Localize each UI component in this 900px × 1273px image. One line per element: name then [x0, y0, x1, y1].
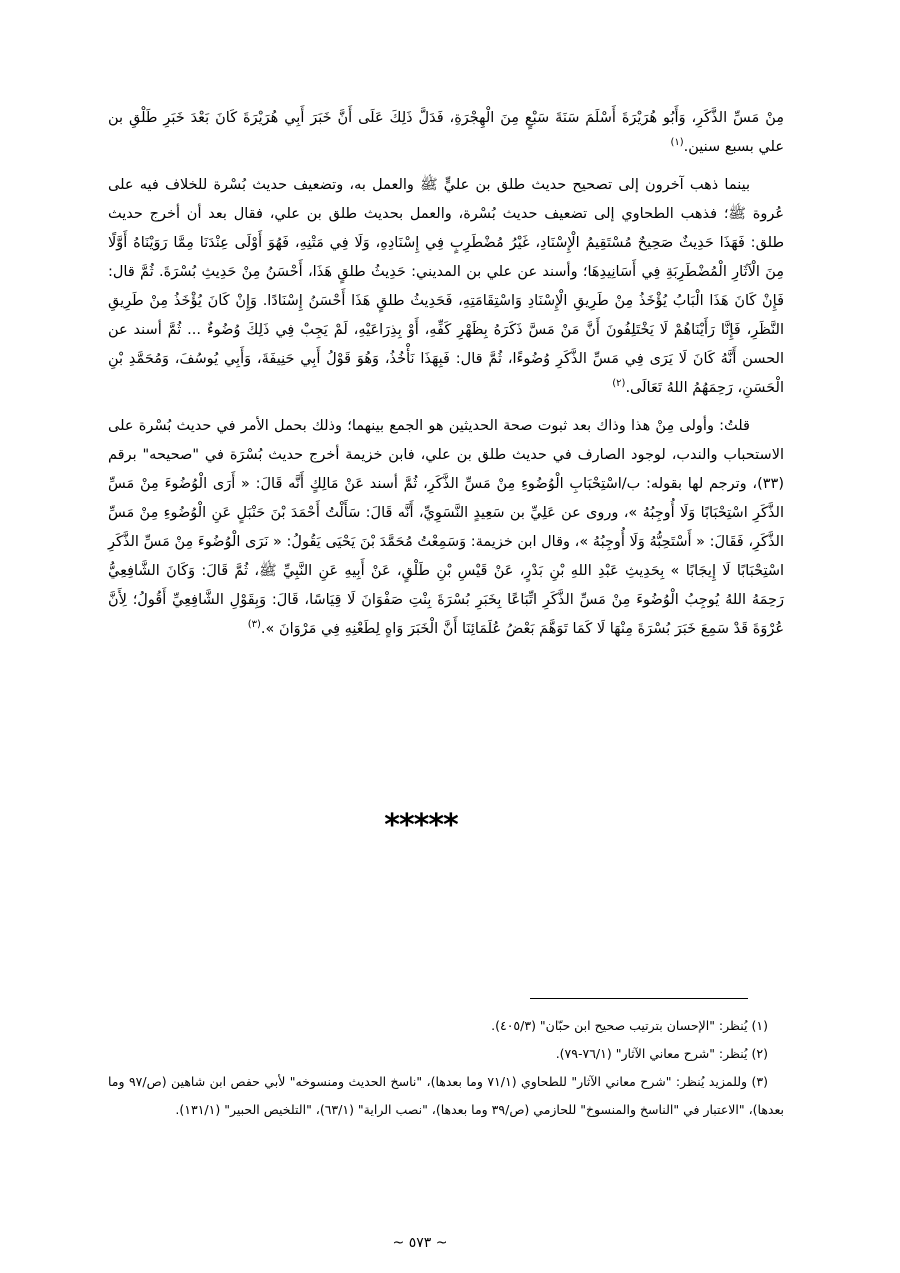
paragraph-1 — [108, 104, 784, 162]
paragraph-2-text: بينما ذهب آخرون إلى تصحيح حديث طلق بن عليٍّ ﷺ والعمل به، وتضعيف حديث بُسْرة للخلاف فيه على عُروة ﷺ؛ فذهب الطحاوي إلى تضعيف حديث بُسْرة، والعمل بحديث طلق بن علي، فقال بعد أن أخرج حديث طلق: فَهَذَا حَدِيثٌ صَحِيحٌ مُسْتَقِيمُ الْإِسْنَادِ، غَيْرُ مُضْطَرِبٍ فِي إِسْنَادِهِ، وَلَا فِي مَتْنِهِ، فَهُوَ أَوْلَى عِنْدَنَا مِمَّا رَوَيْنَاهُ أَوَّلًا مِنَ الْآثَارِ الْمُضْطَرِبَةِ فِي أَسَانِيدِهَا؛ وأسند عن علي بن المديني: حَدِيثُ طلقٍ هَذَا، أَحْسَنُ مِنْ حَدِيثِ بُسْرَةَ. ثُمَّ قال: فَإِنْ كَانَ هَذَا الْبَابُ يُؤْخَذُ مِنْ طَرِيقِ الْإِسْنَادِ وَاسْتِقَامَتِهِ، فَحَدِيثُ طلقٍ هَذَا أَحْسَنُ إِسْنَادًا. وَإِنْ كَانَ يُؤْخَذُ مِنْ طَرِيقِ النَّظَرِ، فَإِنَّا رَأَيْنَاهُمْ لَا يَخْتَلِفُونَ أَنَّ مَنْ مَسَّ ذَكَرَهُ بِظَهْرِ كَفِّهِ، أَوْ بِذِرَاعَيْهِ، لَمْ يَجِبْ فِي ذَلِكَ وُضُوءٌ ... ثُمَّ أسند عن الحسن أَنَّهُ كَانَ لَا يَرَى فِي مَسِّ الذَّكَرِ وُضُوءًا، ثُمَّ قال: فَبِهَذَا نَأْخُذُ، وَهُوَ قَوْلُ أَبِي حَنِيفَةَ، وَأَبِي يُوسُفَ، وَمُحَمَّدِ بْنِ الْحَسَنِ، رَحِمَهُمُ اللهُ تَعَالَى. — [108, 177, 784, 396]
footnote-ref-3[interactable]: (٣) — [247, 619, 261, 631]
footnote-1: (١) يُنظر: "الإحسان بترتيب صحيح ابن حبّان" (٤٠٥/٣). — [491, 1018, 768, 1033]
main-text — [108, 104, 784, 644]
footnotes — [108, 1012, 784, 1124]
paragraph-1-text: مِنْ مَسِّ الذَّكَرِ، وَأَبُو هُرَيْرَةَ أَسْلَمَ سَنَةَ سَبْعٍ مِنَ الْهِجْرَةِ، فَدَلَّ ذَلِكَ عَلَى أَنَّ خَبَرَ أَبِي هُرَيْرَةَ كَانَ بَعْدَ خَبَرِ طَلْقِ بن علي بسبع سنين. — [108, 110, 784, 155]
section-separator: ***** — [384, 808, 458, 843]
footnote-divider — [530, 998, 748, 999]
footnote-ref-2[interactable]: (٢) — [612, 378, 626, 390]
footnote-ref-1[interactable]: (١) — [670, 137, 684, 149]
paragraph-2 — [108, 171, 784, 403]
footnote-3: (٣) وللمزيد يُنظر: "شرح معاني الآثار" للطحاوي (٧١/١ وما بعدها)، "ناسخ الحديث ومنسوخه" لأبي حفص ابن شاهين (ص/٩٧ وما بعدها)، "الاعتبار في "الناسخ والمنسوخ" للحازمي (ص/٣٩ وما بعدها)، "نصب الراية" (٦٣/١)، "التلخيص الحبير" (١٣١/١). — [108, 1074, 784, 1117]
paragraph-3 — [108, 412, 784, 644]
page-number: ~ ٥٧٣ ~ — [392, 1235, 448, 1251]
paragraph-3-text: قلتُ: وأولى مِنْ هذا وذاك بعد ثبوت صحة الحديثين هو الجمع بينهما؛ وذلك بحمل الأمر في حديث بُسْرة على الاستحباب والندب، لوجود الصارف في حديث طلق بن علي، فابن خزيمة أخرج حديث بُسْرَة في "صحيحه" برقم (٣٣)، وترجم لها بقوله: ب/اسْتِحْبَابِ الْوُضُوءِ مِنْ مَسِّ الذَّكَرِ، ثُمَّ أسند عَنْ مَالِكٍ أَنَّه قَالَ: « أَرَى الْوُضُوءَ مِنْ مَسِّ الذَّكَرِ اسْتِحْبَابًا وَلَا أُوجِبُهُ »، وروى عن عَلِيِّ بن سَعِيدٍ النَّسَوِيِّ، أَنَّه قَالَ: سَأَلْتُ أَحْمَدَ بْنَ حَنْبَلٍ عَنِ الْوُضُوءِ مِنْ مَسِّ الذَّكَرِ، فَقَالَ: « أَسْتَحِبُّهُ وَلَا أُوجِبُهُ »، وقال ابن خزيمة: وَسَمِعْتُ مُحَمَّدَ بْنَ يَحْيَى يَقُولُ: « نَرَى الْوُضُوءَ مِنْ مَسِّ الذَّكَرِ اسْتِحْبَابًا لَا إِيجَابًا » بِحَدِيثِ عَبْدِ اللهِ بْنِ بَدْرٍ، عَنْ قَيْسِ بْنِ طَلْقٍ، عَنْ أَبِيهِ عَنِ النَّبِيِّ ﷺ، ثُمَّ قَالَ: وَكَانَ الشَّافِعِيُّ رَحِمَهُ اللهُ يُوجِبُ الْوُضُوءَ مِنْ مَسِّ الذَّكَرِ اتِّبَاعًا بِخَبَرِ بُسْرَةَ بِنْتِ صَفْوَانَ لَا قِيَاسًا، قَالَ: وَبِقَوْلِ الشَّافِعِيِّ أَقُولُ؛ لِأَنَّ عُرْوَةَ قَدْ سَمِعَ خَبَرَ بُسْرَةَ مِنْهَا لَا كَمَا تَوَهَّمَ بَعْضُ عُلَمَائِنَا أَنَّ الْخَبَرَ وَاهٍ لِطَعْنِهِ فِي مَرْوَانَ ». — [108, 418, 784, 637]
footnote-2: (٢) يُنظر: "شرح معاني الآثار" (٧٦/١-٧٩). — [555, 1046, 768, 1061]
